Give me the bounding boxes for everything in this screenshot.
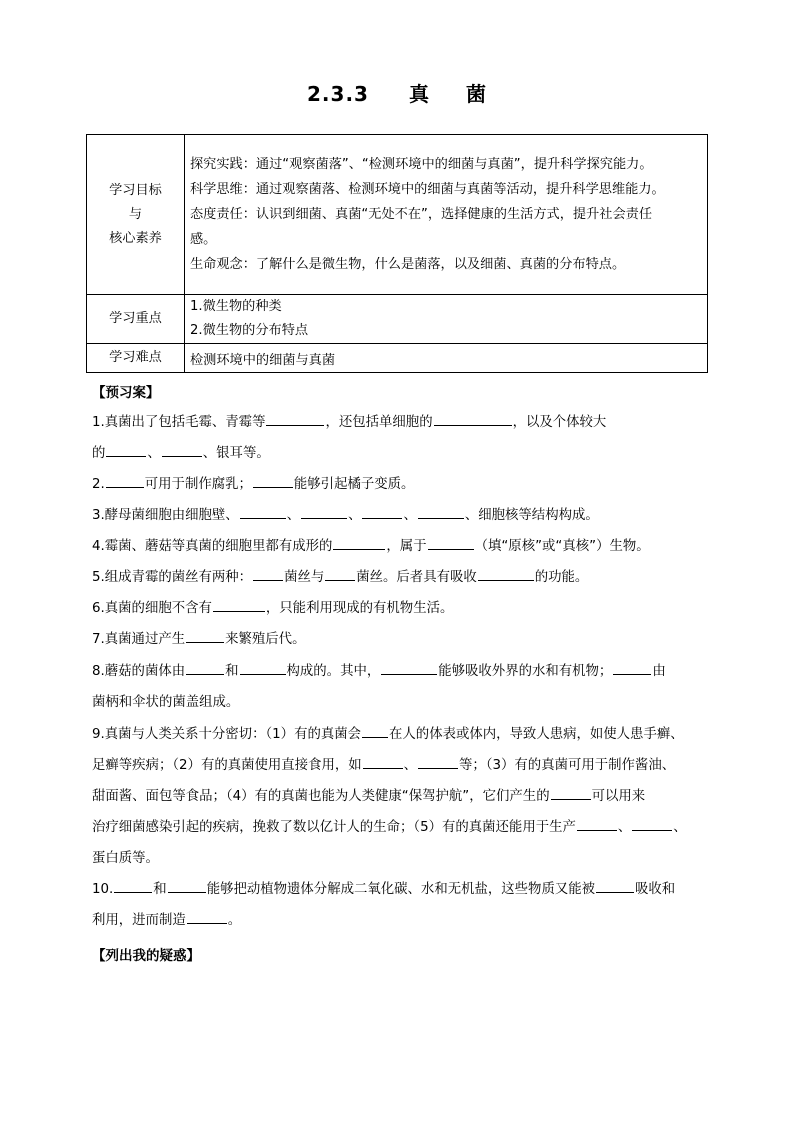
q8-text: 和 — [225, 664, 239, 679]
title-char-1: 真 — [408, 82, 430, 106]
q3-text: 、 — [403, 508, 417, 523]
q3-text: 、 — [348, 508, 362, 523]
q10-text: 和 — [153, 882, 167, 897]
q5-text: 菌丝。后者具有吸收 — [356, 570, 477, 585]
q1-text: 1.真菌出了包括毛霉、青霉等 — [92, 415, 266, 430]
q9-text: 等；（3）有的真菌可用于制作酱油、 — [459, 758, 676, 773]
blank[interactable] — [106, 473, 144, 488]
blank[interactable] — [186, 628, 224, 643]
q8-text: 构成的。其中， — [286, 664, 381, 679]
blank[interactable] — [187, 909, 227, 924]
q9-text: 、 — [617, 820, 632, 835]
focus-line: 2.微生物的分布特点 — [190, 323, 309, 338]
blank[interactable] — [596, 878, 634, 893]
q10-text: 10. — [92, 882, 114, 897]
q9-text: 可以用来 — [591, 789, 646, 804]
q3-text: 、 — [286, 508, 301, 523]
q8-text: 菌柄和伞状的菌盖组成。 — [92, 695, 240, 710]
objectives-header-cell — [87, 135, 185, 295]
question-2 — [92, 469, 708, 500]
blank[interactable] — [478, 566, 534, 581]
q9-text: 、 — [673, 820, 687, 835]
question-1 — [92, 407, 708, 469]
blank[interactable] — [434, 411, 512, 426]
q4-text: （填“原核”或“真核”）生物。 — [474, 539, 650, 554]
objectives-header-line-2: 与 — [128, 206, 143, 222]
q3-text: 3.酵母菌细胞由细胞壁、 — [92, 508, 239, 523]
difficulty-header-cell: 学习难点 — [87, 344, 185, 373]
blank[interactable] — [240, 504, 286, 519]
q10-text: 利用，进而制造 — [92, 913, 186, 928]
q2-text: 2. — [92, 477, 105, 492]
q9-text: 治疗细菌感染引起的疾病，挽救了数以亿计人的生命；（5）有的真菌还能用于生产 — [92, 820, 576, 835]
q9-text: 9.真菌与人类关系十分密切：（1）有的真菌会 — [92, 727, 362, 742]
q5-text: 5.组成青霉的菌丝有两种： — [92, 570, 253, 585]
q8-text: 8.蘑菇的菌体由 — [92, 664, 186, 679]
blank[interactable] — [418, 504, 464, 519]
q9-text: 蛋白质等。 — [92, 851, 159, 866]
q9-text: 甜面酱、面包等食品；（4）有的真菌也能为人类健康“保驾护航”，它们产生的 — [92, 789, 550, 804]
blank[interactable] — [362, 504, 402, 519]
q9-text: 足癣等疾病；（2）有的真菌使用直接食用，如 — [92, 758, 362, 773]
q8-text: 由 — [652, 664, 666, 679]
question-7 — [92, 624, 708, 655]
blank[interactable] — [428, 535, 474, 550]
question-8 — [92, 656, 708, 718]
blank[interactable] — [551, 785, 591, 800]
blank[interactable] — [168, 878, 206, 893]
focus-cell — [185, 295, 708, 344]
blank[interactable] — [114, 878, 152, 893]
preview-section-heading: 【预习案】 — [92, 385, 160, 401]
blank[interactable] — [363, 754, 403, 769]
learning-objectives-table — [86, 134, 708, 373]
blank[interactable] — [418, 754, 458, 769]
q1-text: 、 — [147, 446, 161, 461]
q4-text: ，属于 — [386, 539, 427, 554]
q2-text: 能够引起橘子变质。 — [293, 477, 415, 492]
focus-line: 1.微生物的种类 — [190, 299, 282, 314]
blank[interactable] — [213, 597, 265, 612]
q6-text: 6.真菌的细胞不含有 — [92, 601, 212, 616]
blank[interactable] — [253, 566, 283, 581]
blank[interactable] — [186, 660, 224, 675]
page-title — [0, 78, 794, 107]
focus-header-cell: 学习重点 — [87, 295, 185, 344]
q4-text: 4.霉菌、蘑菇等真菌的细胞里都有成形的 — [92, 539, 333, 554]
q6-text: ，只能利用现成的有机物生活。 — [265, 601, 454, 616]
title-char-2: 菌 — [465, 82, 487, 106]
q7-text: 来繁殖后代。 — [225, 632, 306, 647]
blank[interactable] — [162, 442, 202, 457]
blank[interactable] — [632, 816, 672, 831]
objectives-header-line-1: 学习目标 — [109, 182, 162, 198]
blank[interactable] — [613, 660, 651, 675]
blank[interactable] — [253, 473, 293, 488]
blank[interactable] — [381, 660, 437, 675]
q7-text: 7.真菌通过产生 — [92, 632, 186, 647]
objective-line: 探究实践：通过“观察菌落”、“检测环境中的细菌与真菌”，提升科学探究能力。 — [190, 157, 653, 172]
question-4 — [92, 531, 708, 562]
objective-line: 态度责任：认识到细菌、真菌“无处不在”，选择健康的生活方式，提升社会责任 — [190, 207, 653, 222]
q5-text: 菌丝与 — [284, 570, 325, 585]
q5-text: 的功能。 — [534, 570, 589, 585]
objective-line: 生命观念：了解什么是微生物，什么是菌落，以及细菌、真菌的分布特点。 — [190, 257, 626, 272]
objective-line: 科学思维：通过观察菌落、检测环境中的细菌与真菌等活动，提升科学思维能力。 — [190, 182, 665, 197]
title-number: 2.3.3 — [307, 82, 369, 106]
question-10 — [92, 874, 708, 936]
q10-text: 。 — [227, 913, 242, 928]
q1-text: ，还包括单细胞的 — [325, 415, 433, 430]
q9-text: 在人的体表或体内，导致人患病，如使人患手癣、 — [389, 727, 684, 742]
question-3 — [92, 500, 708, 531]
objective-line: 感。 — [190, 232, 217, 247]
blank[interactable] — [240, 660, 286, 675]
blank[interactable] — [301, 504, 347, 519]
q8-text: 能够吸收外界的水和有机物； — [438, 664, 613, 679]
blank[interactable] — [362, 723, 388, 738]
q2-text: 可用于制作腐乳； — [144, 477, 252, 492]
question-9 — [92, 719, 708, 874]
q1-text: 的 — [92, 446, 106, 461]
blank[interactable] — [106, 442, 146, 457]
q9-text: 、 — [403, 758, 418, 773]
difficulty-cell: 检测环境中的细菌与真菌 — [185, 344, 708, 373]
q10-text: 吸收和 — [635, 882, 676, 897]
question-6 — [92, 593, 708, 624]
blank[interactable] — [577, 816, 617, 831]
question-5 — [92, 562, 708, 593]
q3-text: 、细胞核等结构构成。 — [464, 508, 599, 523]
q1-text: 、银耳等。 — [202, 446, 270, 461]
q1-text: ，以及个体较大 — [512, 415, 607, 430]
doubts-section-heading: 【列出我的疑惑】 — [92, 948, 200, 964]
objectives-header-line-3: 核心素养 — [109, 230, 162, 246]
blank[interactable] — [333, 535, 385, 550]
objectives-cell — [185, 135, 708, 295]
q10-text: 能够把动植物遗体分解成二氧化碳、水和无机盐，这些物质又能被 — [206, 882, 596, 897]
blank[interactable] — [325, 566, 355, 581]
blank[interactable] — [266, 411, 324, 426]
